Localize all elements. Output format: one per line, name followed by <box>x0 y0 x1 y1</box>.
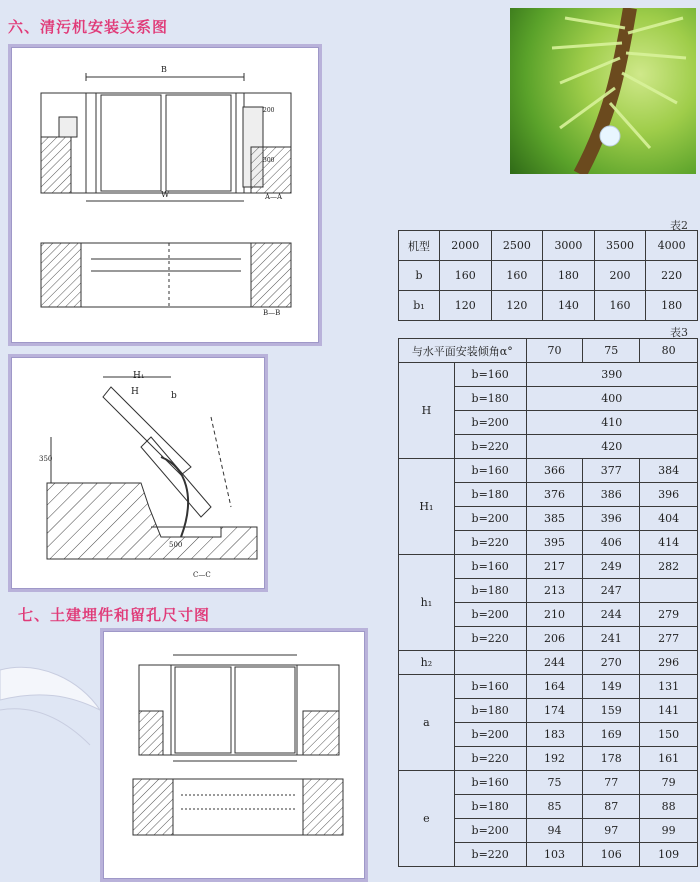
table-cell: H <box>399 363 455 459</box>
table-cell: b=200 <box>454 723 526 747</box>
table-cell: b=220 <box>454 531 526 555</box>
drawing-frame-civil <box>100 628 368 882</box>
table-cell: 80 <box>640 339 698 363</box>
table-cell: 400 <box>526 387 697 411</box>
section-bb-label: B—B <box>263 309 281 317</box>
table-cell: b <box>399 261 440 291</box>
section-aa-label: A—A <box>265 193 283 201</box>
table-cell: 174 <box>526 699 583 723</box>
table3-caption: 表3 <box>670 326 688 339</box>
table-cell: 机型 <box>399 231 440 261</box>
table-cell: 244 <box>583 603 640 627</box>
table-cell: 94 <box>526 819 583 843</box>
table-row <box>399 261 698 291</box>
dim-w-label: W <box>161 190 170 199</box>
table-cell: 120 <box>491 291 543 321</box>
table-cell: 249 <box>583 555 640 579</box>
table-cell: 99 <box>640 819 698 843</box>
dim-b-small-label: b <box>171 391 177 401</box>
table-cell: 206 <box>526 627 583 651</box>
table-cell: 270 <box>583 651 640 675</box>
table-cell: a <box>399 675 455 771</box>
table-cell: h₂ <box>399 651 455 675</box>
table-cell: 406 <box>583 531 640 555</box>
table-cell: 109 <box>640 843 698 867</box>
dim-h1-label: H₁ <box>133 371 145 381</box>
table-cell: 160 <box>594 291 646 321</box>
table-cell: 414 <box>640 531 698 555</box>
table-cell: 3000 <box>543 231 595 261</box>
table-cell: b=160 <box>454 363 526 387</box>
table-cell: 131 <box>640 675 698 699</box>
table-cell: 395 <box>526 531 583 555</box>
table-cell: 384 <box>640 459 698 483</box>
table-cell: b=180 <box>454 795 526 819</box>
section-seven-title: 七、土建埋件和留孔尺寸图 <box>18 606 211 624</box>
table-cell: 377 <box>583 459 640 483</box>
table2-caption: 表2 <box>670 219 688 232</box>
table-cell: b=160 <box>454 771 526 795</box>
table-cell: 106 <box>583 843 640 867</box>
table-cell: 386 <box>583 483 640 507</box>
dim-500-label: 500 <box>169 541 183 549</box>
table-cell: 2500 <box>491 231 543 261</box>
table-cell: b=200 <box>454 603 526 627</box>
table-cell: 与水平面安装倾角α° <box>399 339 527 363</box>
table-cell: b=160 <box>454 459 526 483</box>
table-cell: 159 <box>583 699 640 723</box>
drawing-frame-cc <box>8 354 268 592</box>
table-cell: b=160 <box>454 555 526 579</box>
table-cell: 192 <box>526 747 583 771</box>
table-cell: b₁ <box>399 291 440 321</box>
table-cell: 161 <box>640 747 698 771</box>
dim-300-label: 300 <box>263 157 275 164</box>
table-row <box>399 675 698 699</box>
table-cell: 296 <box>640 651 698 675</box>
table-row <box>399 339 698 363</box>
dim-350-label: 350 <box>39 455 53 463</box>
table-cell: 213 <box>526 579 583 603</box>
table-cell: 180 <box>646 291 698 321</box>
table-row <box>399 771 698 795</box>
table3 <box>398 338 698 867</box>
table-cell: b=180 <box>454 579 526 603</box>
dim-h-label: H <box>131 387 139 397</box>
table-cell: b=220 <box>454 435 526 459</box>
table-cell: 217 <box>526 555 583 579</box>
table-cell: 149 <box>583 675 640 699</box>
dim-b-label: B <box>161 65 167 74</box>
table-cell: 77 <box>583 771 640 795</box>
table-cell: 366 <box>526 459 583 483</box>
table-cell: 70 <box>526 339 583 363</box>
table-row <box>399 231 698 261</box>
table-row <box>399 363 698 387</box>
table-cell: 87 <box>583 795 640 819</box>
table-cell: 2000 <box>439 231 491 261</box>
table-cell: 247 <box>583 579 640 603</box>
table-cell: 180 <box>543 261 595 291</box>
table-cell: H₁ <box>399 459 455 555</box>
table-cell: 376 <box>526 483 583 507</box>
decorative-swirl <box>0 650 110 770</box>
table-cell: 200 <box>594 261 646 291</box>
table-cell: 79 <box>640 771 698 795</box>
table-cell: 164 <box>526 675 583 699</box>
table-cell: 178 <box>583 747 640 771</box>
table-cell: 396 <box>583 507 640 531</box>
table-cell: 141 <box>640 699 698 723</box>
table-cell: b=180 <box>454 483 526 507</box>
table-cell: 169 <box>583 723 640 747</box>
table-cell: 210 <box>526 603 583 627</box>
table-cell: 75 <box>526 771 583 795</box>
table-cell: 396 <box>640 483 698 507</box>
section-six-title: 六、清污机安装关系图 <box>8 18 169 36</box>
drawing-frame-aa-bb <box>8 44 322 346</box>
table-cell: h₁ <box>399 555 455 651</box>
table-row <box>399 651 698 675</box>
table-cell: 160 <box>491 261 543 291</box>
table-cell: 282 <box>640 555 698 579</box>
table-cell <box>454 651 526 675</box>
table-row <box>399 291 698 321</box>
table-cell: e <box>399 771 455 867</box>
table-cell: 97 <box>583 819 640 843</box>
table-cell: 410 <box>526 411 697 435</box>
table-cell: 4000 <box>646 231 698 261</box>
table-cell: 390 <box>526 363 697 387</box>
pine-droplet-photo <box>510 8 696 174</box>
table-cell: b=200 <box>454 819 526 843</box>
table-cell: b=180 <box>454 699 526 723</box>
table-row <box>399 459 698 483</box>
table-cell: b=220 <box>454 747 526 771</box>
table-cell: 420 <box>526 435 697 459</box>
table-cell: 220 <box>646 261 698 291</box>
dim-200-label: 200 <box>263 107 275 114</box>
section-cc-label: C—C <box>193 571 211 579</box>
table-cell: b=180 <box>454 387 526 411</box>
table-cell: 277 <box>640 627 698 651</box>
table-cell: 140 <box>543 291 595 321</box>
table-cell: 279 <box>640 603 698 627</box>
table-cell: 404 <box>640 507 698 531</box>
table-cell: 183 <box>526 723 583 747</box>
table-cell: 385 <box>526 507 583 531</box>
table2 <box>398 230 698 321</box>
table-cell: b=160 <box>454 675 526 699</box>
table-row <box>399 555 698 579</box>
table-cell: 3500 <box>594 231 646 261</box>
table-cell: b=220 <box>454 843 526 867</box>
table-cell: 150 <box>640 723 698 747</box>
table-cell: b=200 <box>454 411 526 435</box>
table-cell: 85 <box>526 795 583 819</box>
table-cell: 88 <box>640 795 698 819</box>
table-cell <box>640 579 698 603</box>
table-cell: 75 <box>583 339 640 363</box>
table-cell: b=200 <box>454 507 526 531</box>
table-cell: 244 <box>526 651 583 675</box>
table-cell: 241 <box>583 627 640 651</box>
pine-branch-graphic <box>510 8 696 174</box>
table-cell: 120 <box>439 291 491 321</box>
table-cell: 103 <box>526 843 583 867</box>
table-cell: b=220 <box>454 627 526 651</box>
table-cell: 160 <box>439 261 491 291</box>
